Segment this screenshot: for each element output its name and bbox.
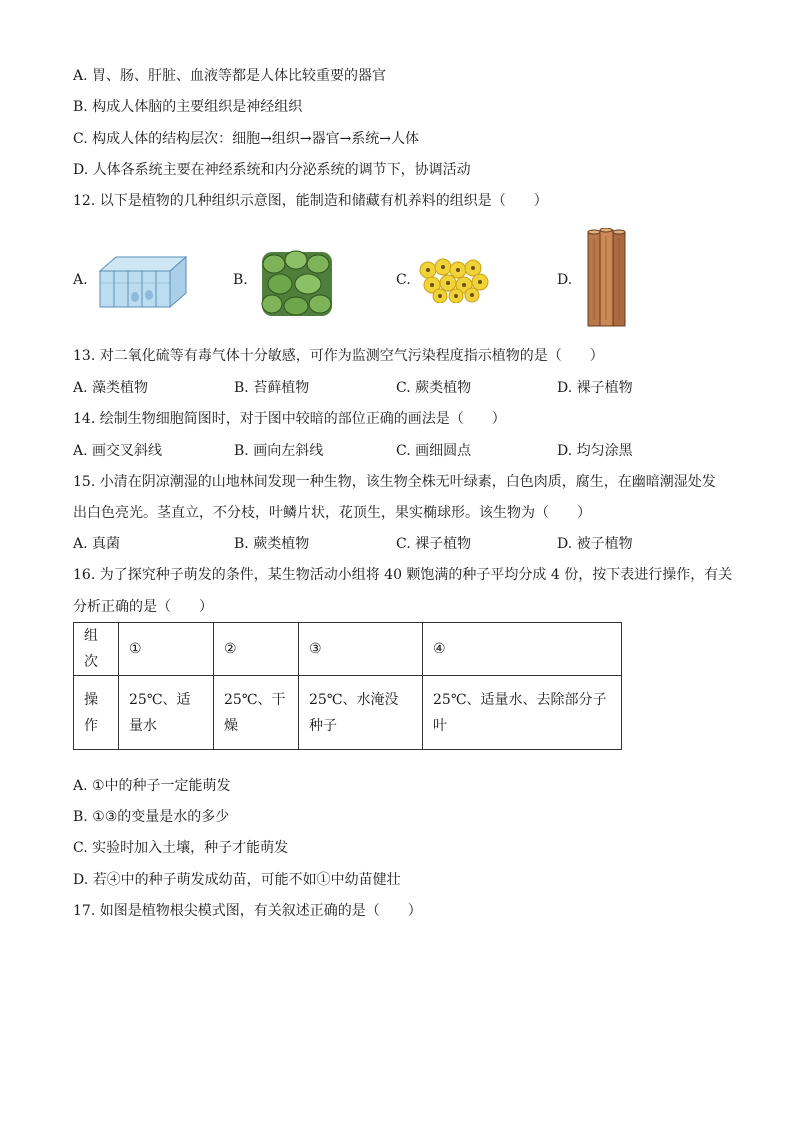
- table-row: [74, 623, 622, 676]
- q14-stem: 14. 绘制生物细胞简图时，对于图中较暗的部位正确的画法是（ ）: [73, 411, 506, 427]
- table-cell: 25℃、适量水、去除部分子叶: [423, 676, 622, 750]
- q16-option-c: C. 实验时加入土壤，种子才能萌发: [73, 840, 289, 856]
- q12-image-row: [73, 228, 713, 328]
- q15-stem-line1: 15. 小清在阴凉潮湿的山地林间发现一种生物，该生物全株无叶绿素，白色肉质，腐生，在幽暗潮湿处发: [73, 474, 716, 490]
- q12-label-c: C.: [396, 272, 411, 288]
- protective-tissue-icon: [98, 253, 188, 313]
- table-cell: ③: [299, 623, 423, 676]
- table-cell: 25℃、水淹没种子: [299, 676, 423, 750]
- q14-option-b: B. 画向左斜线: [234, 443, 324, 459]
- q12-stem: 12. 以下是植物的几种组织示意图，能制造和储藏有机养料的组织是（ ）: [73, 193, 548, 209]
- q13-option-d: D. 裸子植物: [557, 380, 633, 396]
- table-cell: 25℃、适量水: [119, 676, 214, 750]
- q13-stem: 13. 对二氧化硫等有毒气体十分敏感，可作为监测空气污染程度指示植物的是（ ）: [73, 348, 604, 364]
- q14-option-d: D. 均匀涂黑: [557, 443, 633, 459]
- table-row: [74, 676, 622, 750]
- q16-option-d: D. 若④中的种子萌发成幼苗，可能不如①中幼苗健壮: [73, 872, 401, 888]
- q12-label-a: A.: [73, 272, 88, 288]
- q12-label-b: B.: [233, 272, 248, 288]
- q16-option-a: A. ①中的种子一定能萌发: [73, 778, 231, 794]
- table-cell: ②: [214, 623, 299, 676]
- nutrient-tissue-icon: [258, 246, 336, 321]
- q17-stem: 17. 如图是植物根尖模式图，有关叙述正确的是（ ）: [73, 903, 422, 919]
- q16-stem-line1: 16. 为了探究种子萌发的条件，某生物活动小组将 40 颗饱满的种子平均分成 4 份，按下表进行操作，有关: [73, 567, 733, 583]
- table-cell: 操作: [74, 676, 119, 750]
- meristem-tissue-icon: [418, 258, 493, 303]
- q14-option-a: A. 画交叉斜线: [73, 443, 163, 459]
- table-cell: ①: [119, 623, 214, 676]
- q16-stem-line2: 分析正确的是（ ）: [73, 599, 213, 615]
- q13-option-b: B. 苔藓植物: [234, 380, 310, 396]
- q11-option-a: A. 胃、肠、肝脏、血液等都是人体比较重要的器官: [73, 68, 387, 84]
- q16-table: [73, 622, 622, 750]
- q13-option-a: A. 藻类植物: [73, 380, 149, 396]
- table-cell: 25℃、干燥: [214, 676, 299, 750]
- q11-option-d: D. 人体各系统主要在神经系统和内分泌系统的调节下，协调活动: [73, 162, 471, 178]
- q11-option-c: C. 构成人体的结构层次：细胞→组织→器官→系统→人体: [73, 131, 420, 147]
- q12-label-d: D.: [557, 272, 573, 288]
- conducting-tissue-icon: [584, 228, 630, 328]
- q15-option-b: B. 蕨类植物: [234, 536, 310, 552]
- q15-stem-line2: 出白色亮光。茎直立，不分枝，叶鳞片状，花顶生，果实椭球形。该生物为（ ）: [73, 505, 591, 521]
- q15-option-c: C. 裸子植物: [396, 536, 472, 552]
- table-cell: 组次: [74, 623, 119, 676]
- q13-option-c: C. 蕨类植物: [396, 380, 472, 396]
- q16-option-b: B. ①③的变量是水的多少: [73, 809, 230, 825]
- q15-option-d: D. 被子植物: [557, 536, 633, 552]
- q14-option-c: C. 画细圆点: [396, 443, 472, 459]
- q11-option-b: B. 构成人体脑的主要组织是神经组织: [73, 99, 303, 115]
- q15-option-a: A. 真菌: [73, 536, 121, 552]
- table-cell: ④: [423, 623, 622, 676]
